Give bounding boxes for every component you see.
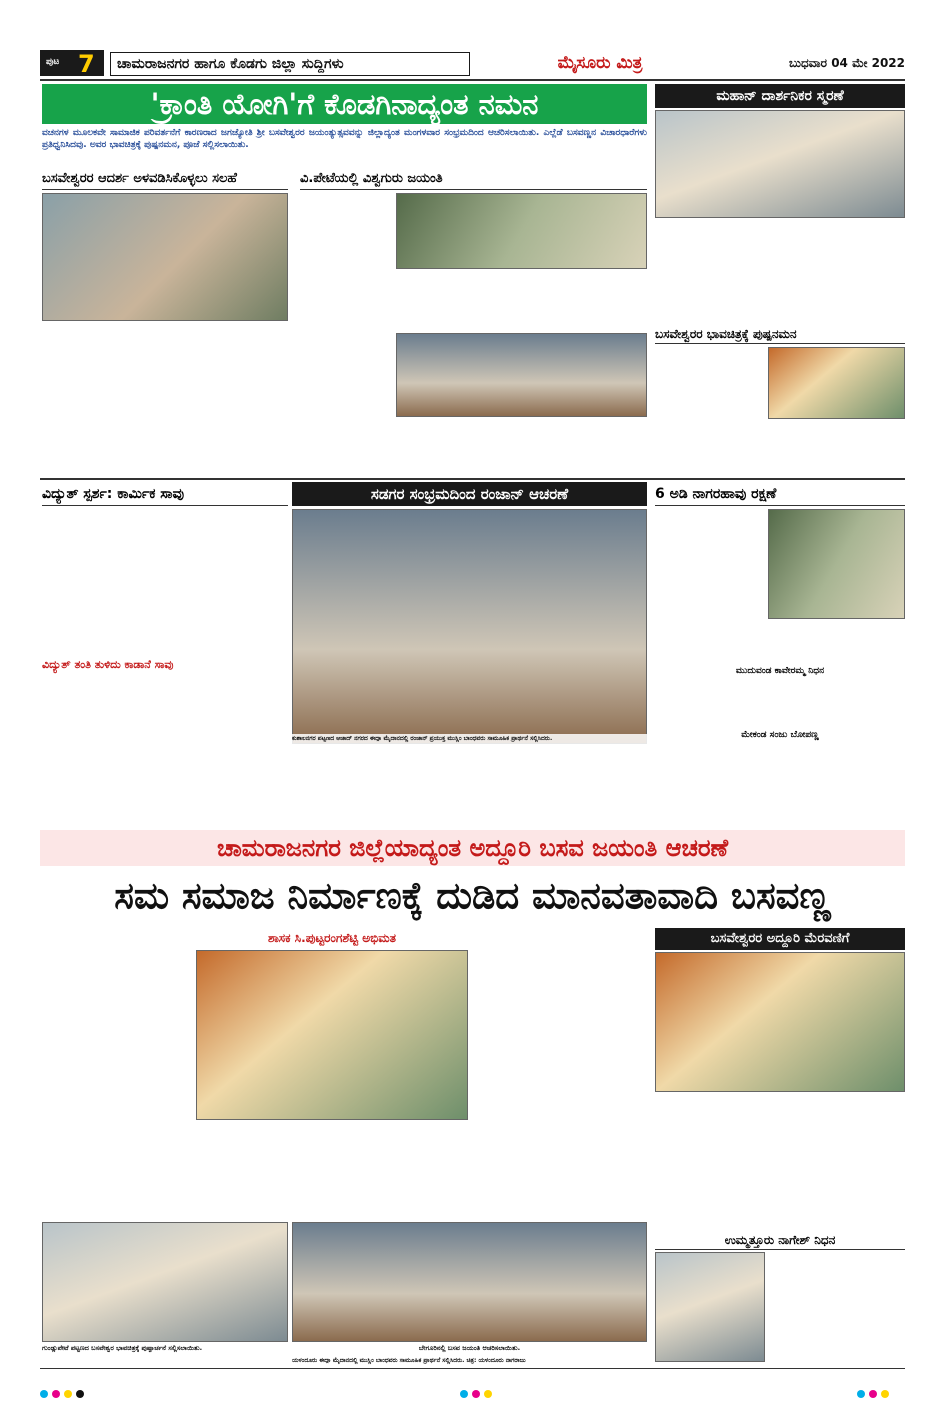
naga-photo: [768, 509, 905, 619]
obituary-1-text: [655, 680, 905, 726]
vipete-photo-2: [396, 333, 647, 417]
adarsha-photo: [42, 193, 288, 321]
issue-date: ಬುಧವಾರ 04 ಮೇ 2022: [789, 56, 905, 70]
banner-headline: ಚಾಮರಾಜನಗರ ಜಿಲ್ಲೆಯಾದ್ಯಂತ ಅದ್ದೂರಿ ಬಸವ ಜಯಂತಿ ಆಚರಣೆ: [40, 830, 905, 866]
obituary-2-text: [655, 744, 905, 826]
main-text-col1: [42, 928, 192, 1218]
main-text-col2: [196, 1124, 468, 1218]
kushalnagar-caption: ಕುಶಾಲನಗರ ಪಟ್ಟಣದ ಆಜಾದ್ ನಗರದ ಈದ್ಗಾ ಮೈದಾನದಲ್ಲಿ ರಂಜಾನ್ ಪ್ರಯುಕ್ತ ಮುಸ್ಲಿಂ ಬಾಂಧವರು ಸಾಮೂಹಿಕ ಪ್ರಾರ್ಥನೆ ಸಲ್ಲಿಸಿದರು.: [292, 734, 647, 744]
meravanige-photo: [655, 952, 905, 1092]
lead-headline: 'ಕ್ರಾಂತಿ ಯೋಗಿ'ಗೆ ಕೊಡಗಿನಾದ್ಯಂತ ನಮನ: [42, 84, 647, 124]
main-sub-headline: ಶಾಸಕ ಸಿ.ಪುಟ್ಟರಂಗಶೆಟ್ಟಿ ಅಭಿಮತ: [268, 931, 396, 945]
pushpa-text-2: [768, 422, 905, 475]
main-photo: [196, 950, 468, 1120]
page-number: 7: [78, 50, 95, 78]
vidyut-text: [42, 509, 288, 654]
page-number-badge: [40, 50, 104, 76]
gundlupet-caption: ಗುಂಡ್ಲುಪೇಟೆ ಪಟ್ಟಣದ ಬಸವೇಶ್ವರ ಭಾವಚಿತ್ರಕ್ಕೆ ಪುಷ್ಪಾರ್ಚನೆ ಸಲ್ಲಿಸಲಾಯಿತು.: [42, 1344, 203, 1352]
begur-caption: ಬೇಗೂರಿನಲ್ಲಿ ಬಸವ ಜಯಂತಿ ಆಚರಿಸಲಾಯಿತು.: [418, 1344, 521, 1352]
ramzan-top-photo: [292, 509, 647, 744]
vipete-headline: ವಿ.ಪೇಟೆಯಲ್ಲಿ ವಿಶ್ವಗುರು ಜಯಂತಿ: [300, 168, 647, 190]
meravanige-headline: ಬಸವೇಶ್ವರರ ಅದ್ದೂರಿ ಮೆರವಣಿಗೆ: [655, 928, 905, 950]
page-label: ಪುಟ: [46, 57, 60, 67]
section-divider-1: [40, 478, 905, 480]
registration-marks: [40, 1390, 905, 1400]
obituary-2-headline: ಮೇಕಂಡ ಸಂಜು ಬೋಪಣ್ಣ: [741, 730, 819, 740]
meravanige-text: [655, 1096, 905, 1226]
vidyut-sub-headline: ವಿದ್ಯುತ್ ತಂತಿ ತುಳಿದು ಕಾಡಾನೆ ಸಾವು: [42, 658, 174, 671]
adarsha-text-col2: [292, 193, 392, 475]
section-title: ಚಾಮರಾಜನಗರ ಹಾಗೂ ಕೊಡಗು ಜಿಲ್ಲಾ ಸುದ್ದಿಗಳು: [110, 52, 470, 76]
umattur-headline: ಉಮ್ಮತ್ತೂರು ನಾಗೇಶ್ ನಿಧನ: [655, 1230, 905, 1250]
naga-text: [655, 509, 765, 659]
footer-rule: [40, 1368, 905, 1369]
pushpa-photo: [768, 347, 905, 419]
vipete-text-2: [396, 420, 647, 475]
gundlupet-photo: [42, 1222, 288, 1342]
vidyut-sub-text: [42, 676, 288, 826]
umattur-text: [768, 1252, 905, 1362]
registration-mark: [40, 1390, 48, 1398]
darshanikara-photo: [655, 110, 905, 218]
pushpa-headline: ಬಸವೇಶ್ವರರ ಭಾವಚಿತ್ರಕ್ಕೆ ಪುಷ್ಪನಮನ: [655, 324, 905, 344]
vidyut-headline: ವಿದ್ಯುತ್ ಸ್ಪರ್ಶ: ಕಾರ್ಮಿಕ ಸಾವು: [42, 482, 288, 506]
umattur-photo: [655, 1252, 765, 1362]
registration-mark: [52, 1390, 60, 1398]
main-text-col3: [472, 928, 647, 1218]
naga-headline: 6 ಅಡಿ ನಾಗರಹಾವು ರಕ್ಷಣೆ: [655, 482, 905, 506]
lead-summary: ವಚನಗಳ ಮೂಲಕವೇ ಸಾಮಾಜಿಕ ಪರಿವರ್ತನೆಗೆ ಕಾರಣರಾದ ಜಗಜ್ಯೋತಿ ಶ್ರೀ ಬಸವೇಶ್ವರರ ಜಯಂತ್ಯುತ್ಸವವನ್ನು ಜಿಲ್ಲಾದ್ಯಂತ ಮಂಗಳವಾರ ಸಂಭ್ರಮದಿಂದ ಆಚರಿಸಲಾಯಿತು. ಎಲ್ಲೆಡೆ ಬಸವಣ್ಣನ ವಿಚಾರಧಾರೆಗಳು ಪ್ರತಿಧ್ವನಿಸಿದವು. ಅವರ ಭಾವಚಿತ್ರಕ್ಕೆ ಪುಷ್ಪನಮನ, ಪೂಜೆ ಸಲ್ಲಿಸಲಾಯಿತು.: [42, 128, 647, 150]
registration-mark: [857, 1390, 865, 1398]
registration-mark: [460, 1390, 468, 1398]
begur-photo: [292, 1222, 647, 1342]
registration-mark: [64, 1390, 72, 1398]
registration-mark: [484, 1390, 492, 1398]
registration-mark: [76, 1390, 84, 1398]
obituary-1-headline: ಮುದುವಂಡ ಕಾವೇರಮ್ಮ ನಿಧನ: [735, 666, 825, 676]
registration-mark: [869, 1390, 877, 1398]
ramzan-top-text: [292, 748, 647, 826]
darshanikara-headline: ಮಹಾನ್ ದಾರ್ಶನಿಕರ ಸ್ಮರಣೆ: [655, 84, 905, 108]
masthead-rule: [40, 79, 905, 81]
naga-text-2: [768, 622, 905, 662]
main-headline: ಸಮ ಸಮಾಜ ನಿರ್ಮಾಣಕ್ಕೆ ದುಡಿದ ಮಾನವತಾವಾದಿ ಬಸವಣ್ಣ: [114, 874, 831, 917]
ramzan-top-headline: ಸಡಗರ ಸಂಭ್ರಮದಿಂದ ರಂಜಾನ್ ಆಚರಣೆ: [292, 482, 647, 506]
darshanikara-text: [655, 222, 905, 320]
registration-mark: [881, 1390, 889, 1398]
yalandur-caption: ಯಳಂದೂರು ಈದ್ಗಾ ಮೈದಾನದಲ್ಲಿ ಮುಸ್ಲಿಂ ಬಾಂಧವರು ಸಾಮೂಹಿಕ ಪ್ರಾರ್ಥನೆ ಸಲ್ಲಿಸಿದರು. ಚಿತ್ರ: ಯಳಂದೂರು ನಾಗರಾಜು: [292, 1357, 526, 1364]
adarsha-text: [42, 325, 288, 475]
paper-name: ಮೈಸೂರು ಮಿತ್ರ: [557, 53, 643, 73]
vipete-photo: [396, 193, 647, 269]
vipete-text: [396, 272, 647, 330]
adarsha-headline: ಬಸವೇಶ್ವರರ ಆದರ್ಶ ಅಳವಡಿಸಿಕೊಳ್ಳಲು ಸಲಹೆ: [42, 168, 288, 190]
registration-mark: [472, 1390, 480, 1398]
pushpa-text: [655, 347, 765, 475]
